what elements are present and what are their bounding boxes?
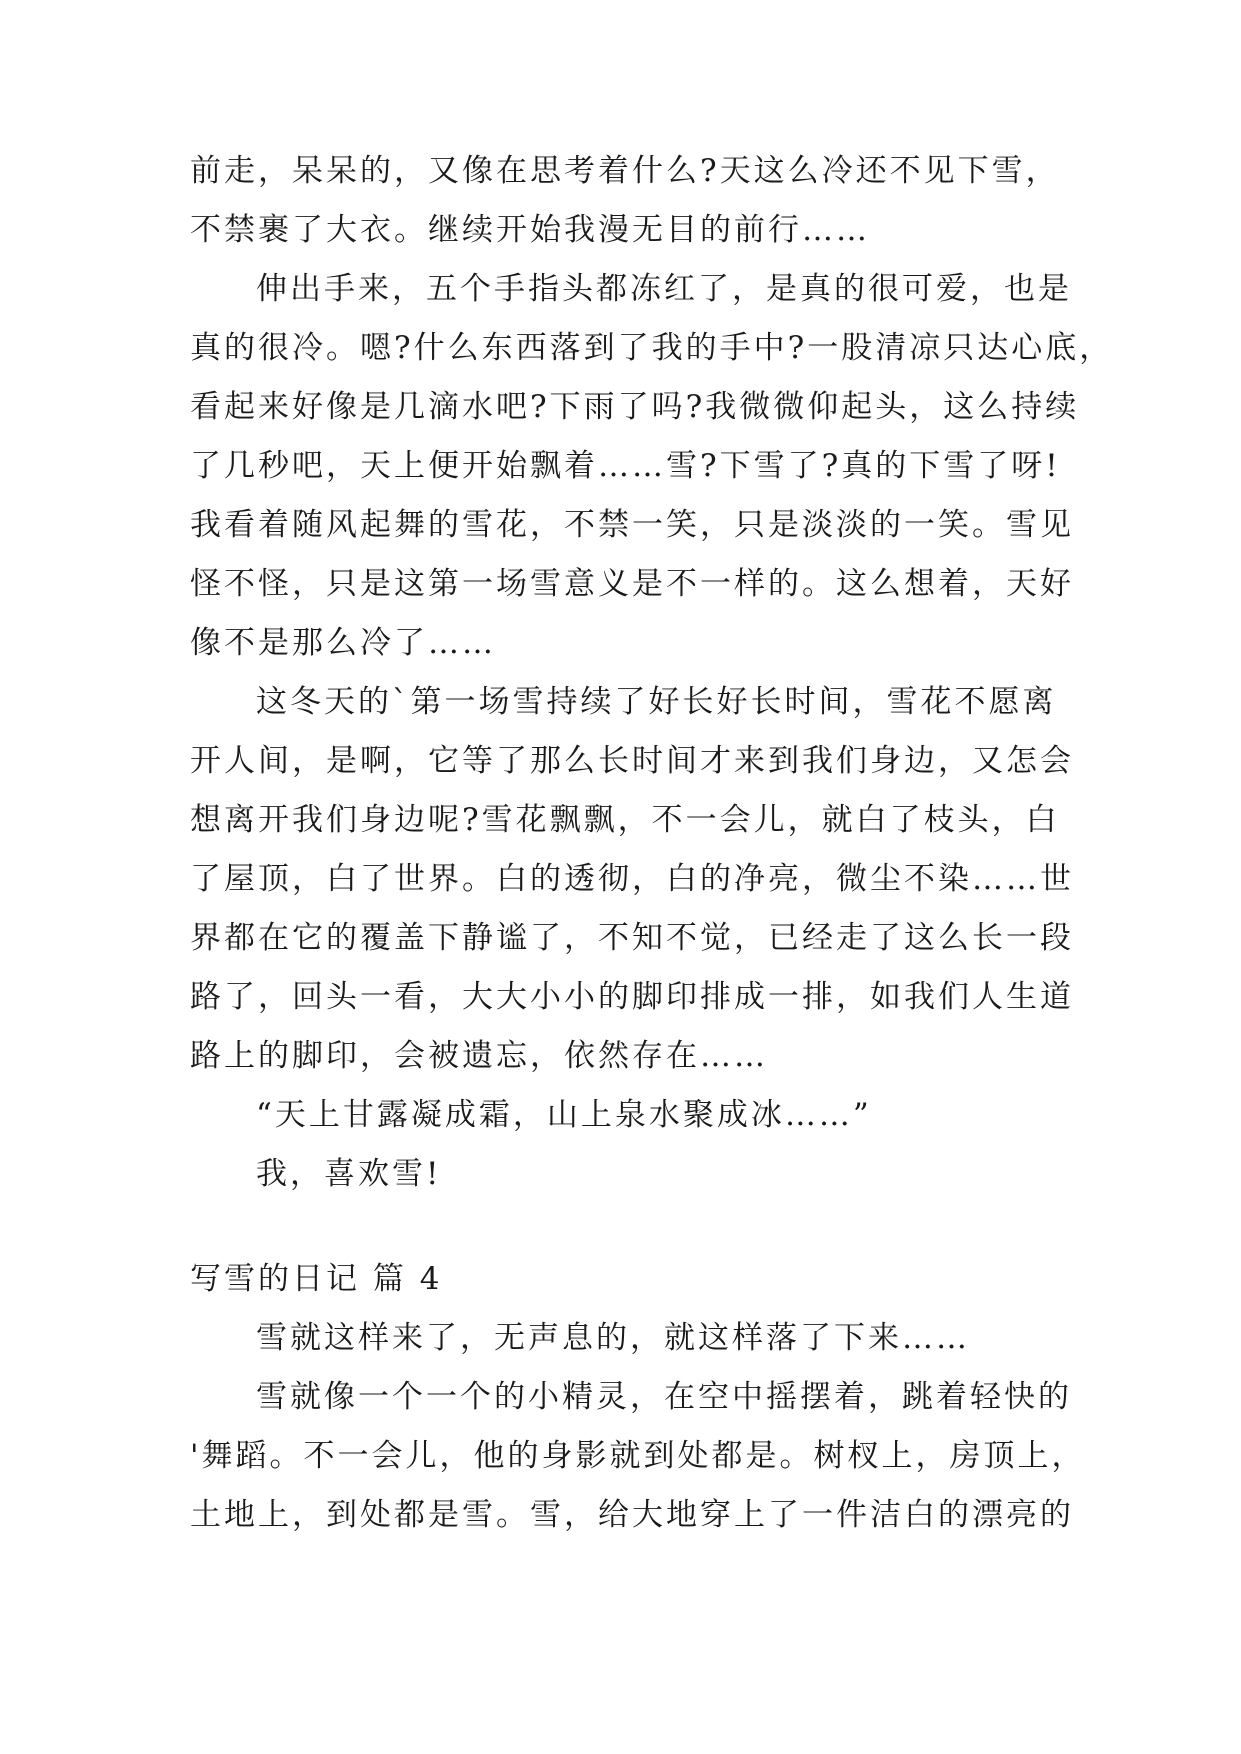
- text-line: 看起来好像是几滴水吧?下雨了吗?我微微仰起头，这么持续: [190, 389, 1080, 425]
- text-line: 想离开我们身边呢?雪花飘飘，不一会儿，就白了枝头，白: [190, 802, 1060, 838]
- text-line: 我看着随风起舞的雪花，不禁一笑，只是淡淡的一笑。雪见: [190, 507, 1074, 543]
- text-line: 不禁裹了大衣。继续开始我漫无目的前行……: [190, 212, 870, 248]
- quote-line: “天上甘露凝成霜，山上泉水聚成冰……”: [256, 1097, 872, 1133]
- paragraph-start-line: 我，喜欢雪!: [256, 1156, 442, 1192]
- text-line: 路了，回头一看，大大小小的脚印排成一排，如我们人生道: [190, 979, 1074, 1015]
- text-line: 路上的脚印，会被遗忘，依然存在……: [190, 1038, 768, 1074]
- text-line: 真的很冷。嗯?什么东西落到了我的手中?一股清凉只达心底，: [190, 330, 1114, 366]
- text-line: 开人间，是啊，它等了那么长时间才来到我们身边，又怎会: [190, 743, 1074, 779]
- text-line: 土地上，到处都是雪。雪，给大地穿上了一件洁白的漂亮的: [190, 1497, 1074, 1533]
- text-line: '舞蹈。不一会儿，他的身影就到处都是。树杈上，房顶上，: [190, 1438, 1086, 1474]
- text-line: 界都在它的覆盖下静谧了，不知不觉，已经走了这么长一段: [190, 920, 1074, 956]
- text-line: 像不是那么冷了……: [190, 625, 496, 661]
- text-line: 了屋顶，白了世界。白的透彻，白的净亮，微尘不染……世: [190, 861, 1074, 897]
- section-heading: 写雪的日记 篇 4: [190, 1261, 443, 1297]
- paragraph-start-line: 这冬天的`第一场雪持续了好长好长时间，雪花不愿离: [256, 684, 1057, 720]
- paragraph-start-line: 雪就像一个一个的小精灵，在空中摇摆着，跳着轻快的: [256, 1379, 1072, 1415]
- text-line: 怪不怪，只是这第一场雪意义是不一样的。这么想着，天好: [190, 566, 1074, 602]
- text-line: 前走，呆呆的，又像在思考着什么?天这么冷还不见下雪，: [190, 153, 1060, 189]
- text-line: 了几秒吧，天上便开始飘着……雪?下雪了?真的下雪了呀!: [190, 448, 1061, 484]
- paragraph-start-line: 伸出手来，五个手指头都冻红了，是真的很可爱，也是: [256, 271, 1072, 307]
- paragraph-start-line: 雪就这样来了，无声息的，就这样落了下来……: [256, 1320, 970, 1356]
